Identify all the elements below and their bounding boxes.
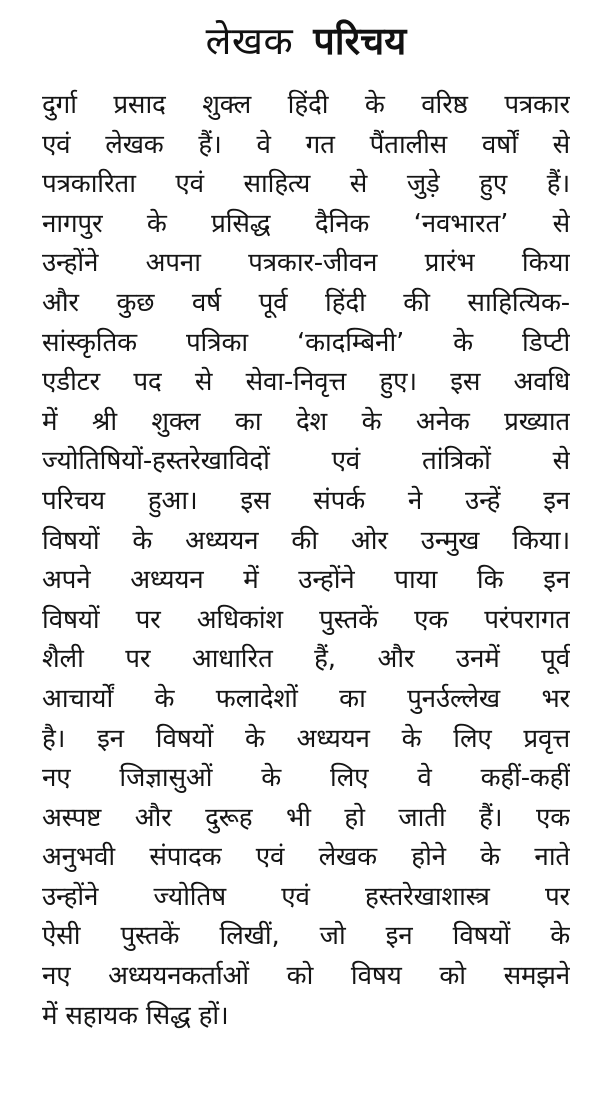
bio-line: उन्होंने अपना पत्रकार-जीवन प्रारंभ किया <box>42 248 570 279</box>
bio-line: परिचय हुआ। इस संपर्क ने उन्हें इन <box>42 485 570 516</box>
author-bio-text <box>42 86 570 1036</box>
bio-line: में सहायक सिद्ध हों। <box>42 1000 229 1031</box>
bio-line: शैली पर आधारित हैं, और उनमें पूर्व <box>42 644 570 675</box>
bio-line: नए अध्ययनकर्ताओं को विषय को समझने <box>42 961 570 992</box>
bio-line: सांस्कृतिक पत्रिका ‘कादम्बिनी’ के डिप्टी <box>42 327 570 358</box>
bio-line: अस्पष्ट और दुरूह भी हो जाती हैं। एक <box>42 802 570 833</box>
bio-line: में श्री शुक्ल का देश के अनेक प्रख्यात <box>42 406 570 437</box>
bio-line: विषयों पर अधिकांश पुस्तकें एक परंपरागत <box>42 604 570 635</box>
title-word-introduction: परिचय <box>313 19 407 63</box>
bio-line: पत्रकारिता एवं साहित्य से जुड़े हुए हैं। <box>42 169 570 200</box>
title-word-author: लेखक <box>205 19 294 63</box>
bio-line: ऐसी पुस्तकें लिखीं, जो इन विषयों के <box>42 921 570 952</box>
bio-line: विषयों के अध्ययन की ओर उन्मुख किया। <box>42 525 570 556</box>
bio-line: अपने अध्ययन में उन्होंने पाया कि इन <box>42 565 570 596</box>
bio-line: दुर्गा प्रसाद शुक्ल हिंदी के वरिष्ठ पत्रकार <box>42 90 570 120</box>
bio-line: उन्होंने ज्योतिष एवं हस्तरेखाशास्त्र पर <box>42 881 570 912</box>
page-title <box>42 19 570 63</box>
bio-line: और कुछ वर्ष पूर्व हिंदी की साहित्यिक- <box>42 287 570 318</box>
bio-line: एवं लेखक हैं। वे गत पैंतालीस वर्षों से <box>42 129 570 160</box>
bio-line: एडीटर पद से सेवा-निवृत्त हुए। इस अवधि <box>42 367 570 398</box>
bio-line: है। इन विषयों के अध्ययन के लिए प्रवृत्त <box>42 723 570 754</box>
bio-line: अनुभवी संपादक एवं लेखक होने के नाते <box>42 842 570 873</box>
bio-line: नागपुर के प्रसिद्ध दैनिक ‘नवभारत’ से <box>42 208 570 239</box>
bio-line: आचार्यों के फलादेशों का पुनर्उल्लेख भर <box>42 683 570 714</box>
bio-line: नए जिज्ञासुओं के लिए वे कहीं-कहीं <box>42 763 570 794</box>
bio-line: ज्योतिषियों-हस्तरेखाविदों एवं तांत्रिकों से <box>42 446 570 477</box>
